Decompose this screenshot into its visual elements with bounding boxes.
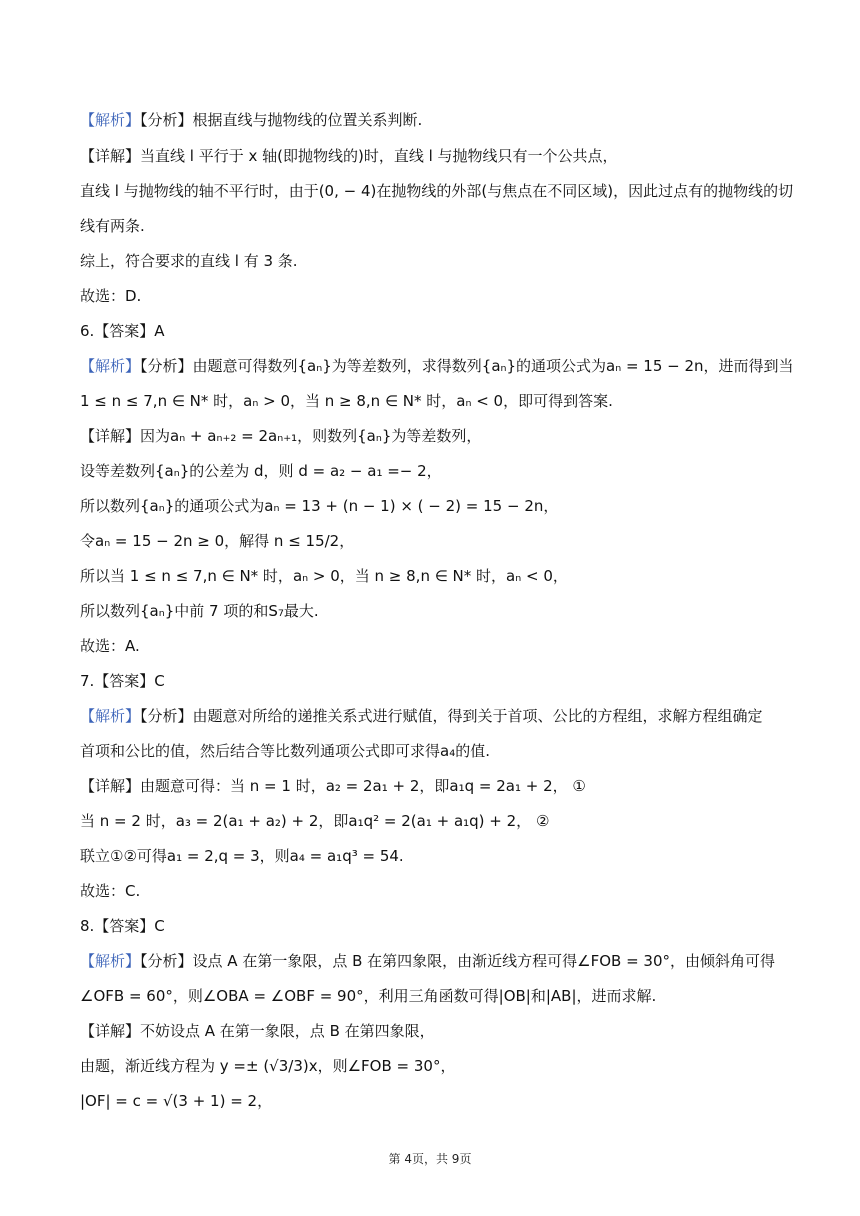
line-text: 首项和公比的值，然后结合等比数列通项公式即可求得a₄的值. — [80, 742, 490, 760]
text-line — [80, 496, 558, 516]
analysis-tag: 【解析】 — [80, 357, 141, 375]
text-line — [80, 531, 354, 551]
line-text: 综上，符合要求的直线 l 有 3 条. — [80, 252, 298, 270]
line-text: 所以数列{aₙ}的通项公式为aₙ = 13 + (n − 1) × ( − 2) = 15 − 2n， — [80, 497, 559, 515]
line-text: 由题，渐近线方程为 y =± (√3/3)x，则∠FOB = 30°， — [80, 1057, 456, 1075]
line-text: 【分析】由题意可得数列{aₙ}为等差数列，求得数列{aₙ}的通项公式为aₙ = 15 − 2n，进而得到当 — [140, 357, 794, 375]
line-text: 设等差数列{aₙ}的公差为 d，则 d = a₂ − a₁ =− 2， — [80, 462, 442, 480]
text-line — [80, 356, 794, 376]
text-line — [80, 846, 404, 866]
line-text: 故选：C. — [80, 882, 141, 900]
text-line — [80, 461, 442, 481]
text-line — [80, 951, 775, 971]
line-text: 【分析】由题意对所给的递推关系式进行赋值，得到关于首项、公比的方程组，求解方程组确定 — [140, 707, 763, 725]
line-text: 【分析】根据直线与抛物线的位置关系判断. — [140, 111, 423, 129]
line-text: 线有两条. — [80, 217, 145, 235]
line-text: 1 ≤ n ≤ 7,n ∈ N* 时，aₙ > 0，当 n ≥ 8,n ∈ N* 时，aₙ < 0，即可得到答案. — [80, 392, 613, 410]
line-text: 故选：D. — [80, 287, 142, 305]
text-line — [80, 706, 763, 726]
analysis-tag: 【解析】 — [80, 111, 141, 129]
text-line — [80, 251, 298, 271]
line-text: 【详解】不妨设点 A 在第一象限，点 B 在第四象限， — [80, 1022, 435, 1040]
text-line — [80, 776, 586, 796]
text-line — [80, 1091, 272, 1111]
page-footer: 第 4页，共 9页 — [388, 1152, 472, 1166]
line-text: 直线 l 与抛物线的轴不平行时，由于(0, − 4)在抛物线的外部(与焦点在不同区域)，因此过点有的抛物线的切 — [80, 182, 794, 200]
analysis-tag: 【解析】 — [80, 952, 141, 970]
text-line — [80, 426, 481, 446]
text-line — [80, 566, 568, 586]
text-line — [80, 986, 656, 1006]
line-text: 6.【答案】A — [80, 322, 165, 340]
text-line — [80, 741, 490, 761]
line-text: 联立①②可得a₁ = 2,q = 3，则a₄ = a₁q³ = 54. — [80, 847, 404, 865]
text-line — [80, 601, 319, 621]
text-line — [80, 110, 422, 130]
line-text: ∠OFB = 60°，则∠OBA = ∠OBF = 90°，利用三角函数可得|OB|和|AB|，进而求解. — [80, 987, 657, 1005]
text-line — [80, 811, 549, 831]
text-line — [80, 636, 140, 656]
line-text: 故选：A. — [80, 637, 140, 655]
line-text: 【分析】设点 A 在第一象限，点 B 在第四象限，由渐近线方程可得∠FOB = 30°，由倾斜角可得 — [140, 952, 776, 970]
line-text: 7.【答案】C — [80, 672, 165, 690]
line-text: 【详解】由题意可得：当 n = 1 时，a₂ = 2a₁ + 2，即a₁q = 2a₁ + 2， ① — [80, 777, 586, 795]
analysis-tag: 【解析】 — [80, 707, 141, 725]
line-text: 令aₙ = 15 − 2n ≥ 0，解得 n ≤ 15/2， — [80, 532, 355, 550]
line-text: 所以数列{aₙ}中前 7 项的和S₇最大. — [80, 602, 319, 620]
text-line — [80, 881, 140, 901]
text-line — [80, 181, 793, 201]
line-text: 所以当 1 ≤ n ≤ 7,n ∈ N* 时，aₙ > 0，当 n ≥ 8,n ∈ N* 时，aₙ < 0， — [80, 567, 568, 585]
line-text: 当 n = 2 时，a₃ = 2(a₁ + a₂) + 2，即a₁q² = 2(a₁ + a₁q) + 2， ② — [80, 812, 550, 830]
line-text: |OF| = c = √(3 + 1) = 2， — [80, 1092, 273, 1110]
text-line — [80, 391, 613, 411]
text-line — [80, 286, 141, 306]
text-line — [80, 916, 165, 936]
line-text: 【详解】因为aₙ + aₙ₊₂ = 2aₙ₊₁，则数列{aₙ}为等差数列， — [80, 427, 482, 445]
text-line — [80, 1021, 435, 1041]
text-line — [80, 216, 145, 236]
line-text: 8.【答案】C — [80, 917, 165, 935]
text-line — [80, 1056, 455, 1076]
line-text: 【详解】当直线 l 平行于 x 轴(即抛物线的)时，直线 l 与抛物线只有一个公共点， — [80, 147, 618, 165]
text-line — [80, 671, 165, 691]
text-line — [80, 321, 165, 341]
text-line — [80, 146, 618, 166]
